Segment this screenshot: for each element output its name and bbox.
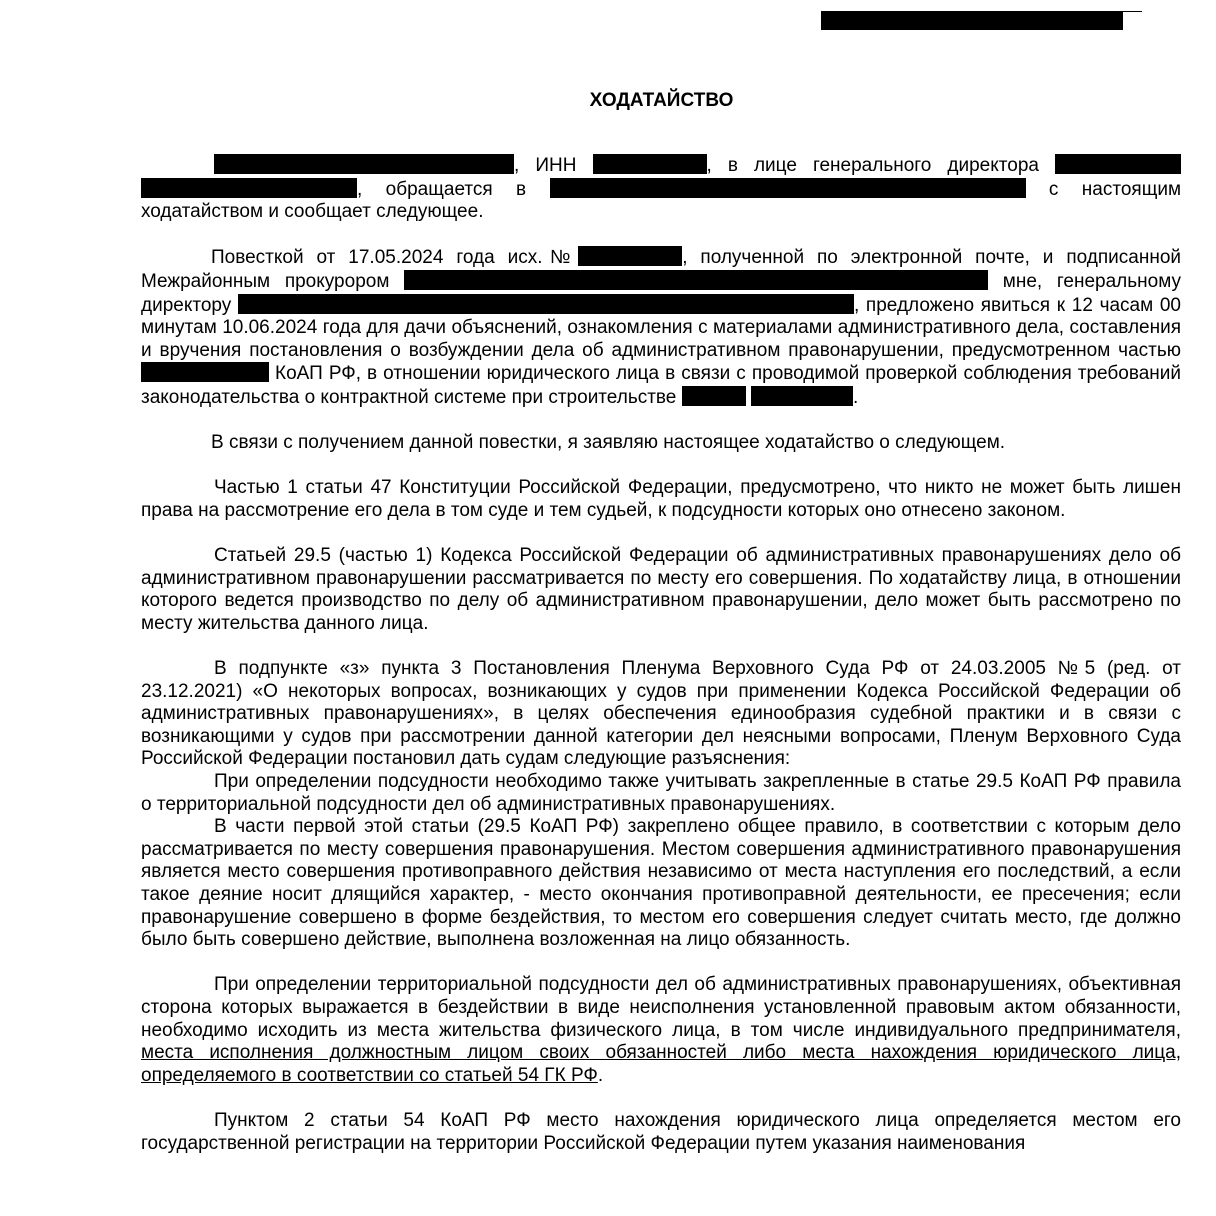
redaction-bar (550, 178, 1026, 198)
redaction-bar (578, 246, 682, 266)
redaction-bar (751, 386, 853, 406)
paragraph-territorial-jurisdiction: При определении территориальной подсудности дел об административных правонарушениях, объективная сторона которых выражается в бездействии в виде неисполнения установленной правовым актом обязанности, необходимо исходить из места жительства физического лица, в том числе индивидуального предпринимателя, места исполнения должностным лицом своих обязанностей либо места нахождения юридического лица, определяемого в соответствии со статьей 54 ГК РФ. (141, 974, 1181, 1086)
paragraph-statement: В связи с получением данной повестки, я заявляю настоящее ходатайство о следующем. (211, 432, 1006, 454)
redaction-bar (1055, 154, 1181, 174)
paragraph-legal-entity-location: Пунктом 2 статьи 54 КоАП РФ место нахождения юридического лица определяется местом его государственной регистрации на территории Российской Федерации путем указания наименования (141, 1109, 1181, 1154)
paragraph-place-of-offense: В части первой этой статьи (29.5 КоАП РФ) закреплено общее правило, в соответствии с которым дело рассматривается по месту совершения правонарушения. Местом совершения административного правонарушения является место совершения противоправного действия независимо от места наступления его последствий, а если такое деяние носит длящийся характер, - место окончания противоправной деятельности, ее пресечения; если правонарушение совершено в форме бездействия, то местом его совершения следует считать место, где должно было быть совершено действие, выполнена возложенная на лицо обязанность. (141, 816, 1181, 951)
paragraph-jurisdiction-rules: При определении подсудности необходимо также учитывать закрепленные в статье 29.5 КоАП РФ правила о территориальной подсудности дел об административных правонарушениях. (141, 771, 1181, 815)
paragraph-plenum: В подпункте «з» пункта 3 Постановления Пленума Верховного Суда РФ от 24.03.2005 №5 (ред. от 23.12.2021) «О некоторых вопросах, возникающих у судов при применении Кодекса Российской Федерации об административных правонарушениях», в целях обеспечения единообразия судебной практики и в связи с возникающими у судов при рассмотрении данной категории дел неясными вопросами, Пленум Верховного Суда Российской Федерации постановил дать судам следующие разъяснения: (141, 658, 1181, 770)
redaction-bar (821, 11, 1123, 30)
redaction-bar (141, 178, 357, 198)
redaction-bar (593, 154, 707, 174)
paragraph-summons: Повесткой от 17.05.2024 года исх.№ , полученной по электронной почте, и подписанной Межрайонным прокурором мне, генеральному директору , предложено явиться к 12 часам 00 минутам 10.06.2024 года для дачи объяснений, ознакомления с материалами административного дела, составления и вручения постановления о возбуждении дела об административном правонарушении, предусмотренном частью КоАП РФ, в отношении юридического лица в связи с проводимой проверкой соблюдения требований законодательства о контрактной системе при строительстве . (141, 247, 1182, 408)
paragraph-constitution: Частью 1 статьи 47 Конституции Российской Федерации, предусмотрено, что никто не может быть лишен права на рассмотрение его дела в том суде и тем судьей, к подсудности которых оно отнесено законом. (141, 477, 1181, 521)
redaction-bar (214, 154, 514, 174)
underlined-clause: места исполнения должностным лицом своих обязанностей либо места нахождения юридического лица, определяемого в соответствии со статьей 54 ГК РФ (141, 1042, 1181, 1086)
redaction-bar (682, 386, 746, 406)
paragraph-applicant: , ИНН , в лице генерального директора , обращается в с настоящим ходатайством и сообщает следующее. (141, 155, 1182, 223)
redaction-bar (404, 270, 988, 290)
redaction-bar (141, 362, 269, 382)
divider (1123, 11, 1142, 12)
redaction-bar (238, 294, 854, 314)
document-body (141, 154, 1181, 1155)
page-title: ХОДАТАЙСТВО (589, 90, 734, 111)
paragraph-article-29-5: Статьей 29.5 (частью 1) Кодекса Российской Федерации об административных правонарушениях дело об административном правонарушении рассматривается по месту его совершения. По ходатайству лица, в отношении которого ведется производство по делу об административном правонарушении, дело может быть рассмотрено по месту жительства данного лица. (141, 545, 1181, 634)
